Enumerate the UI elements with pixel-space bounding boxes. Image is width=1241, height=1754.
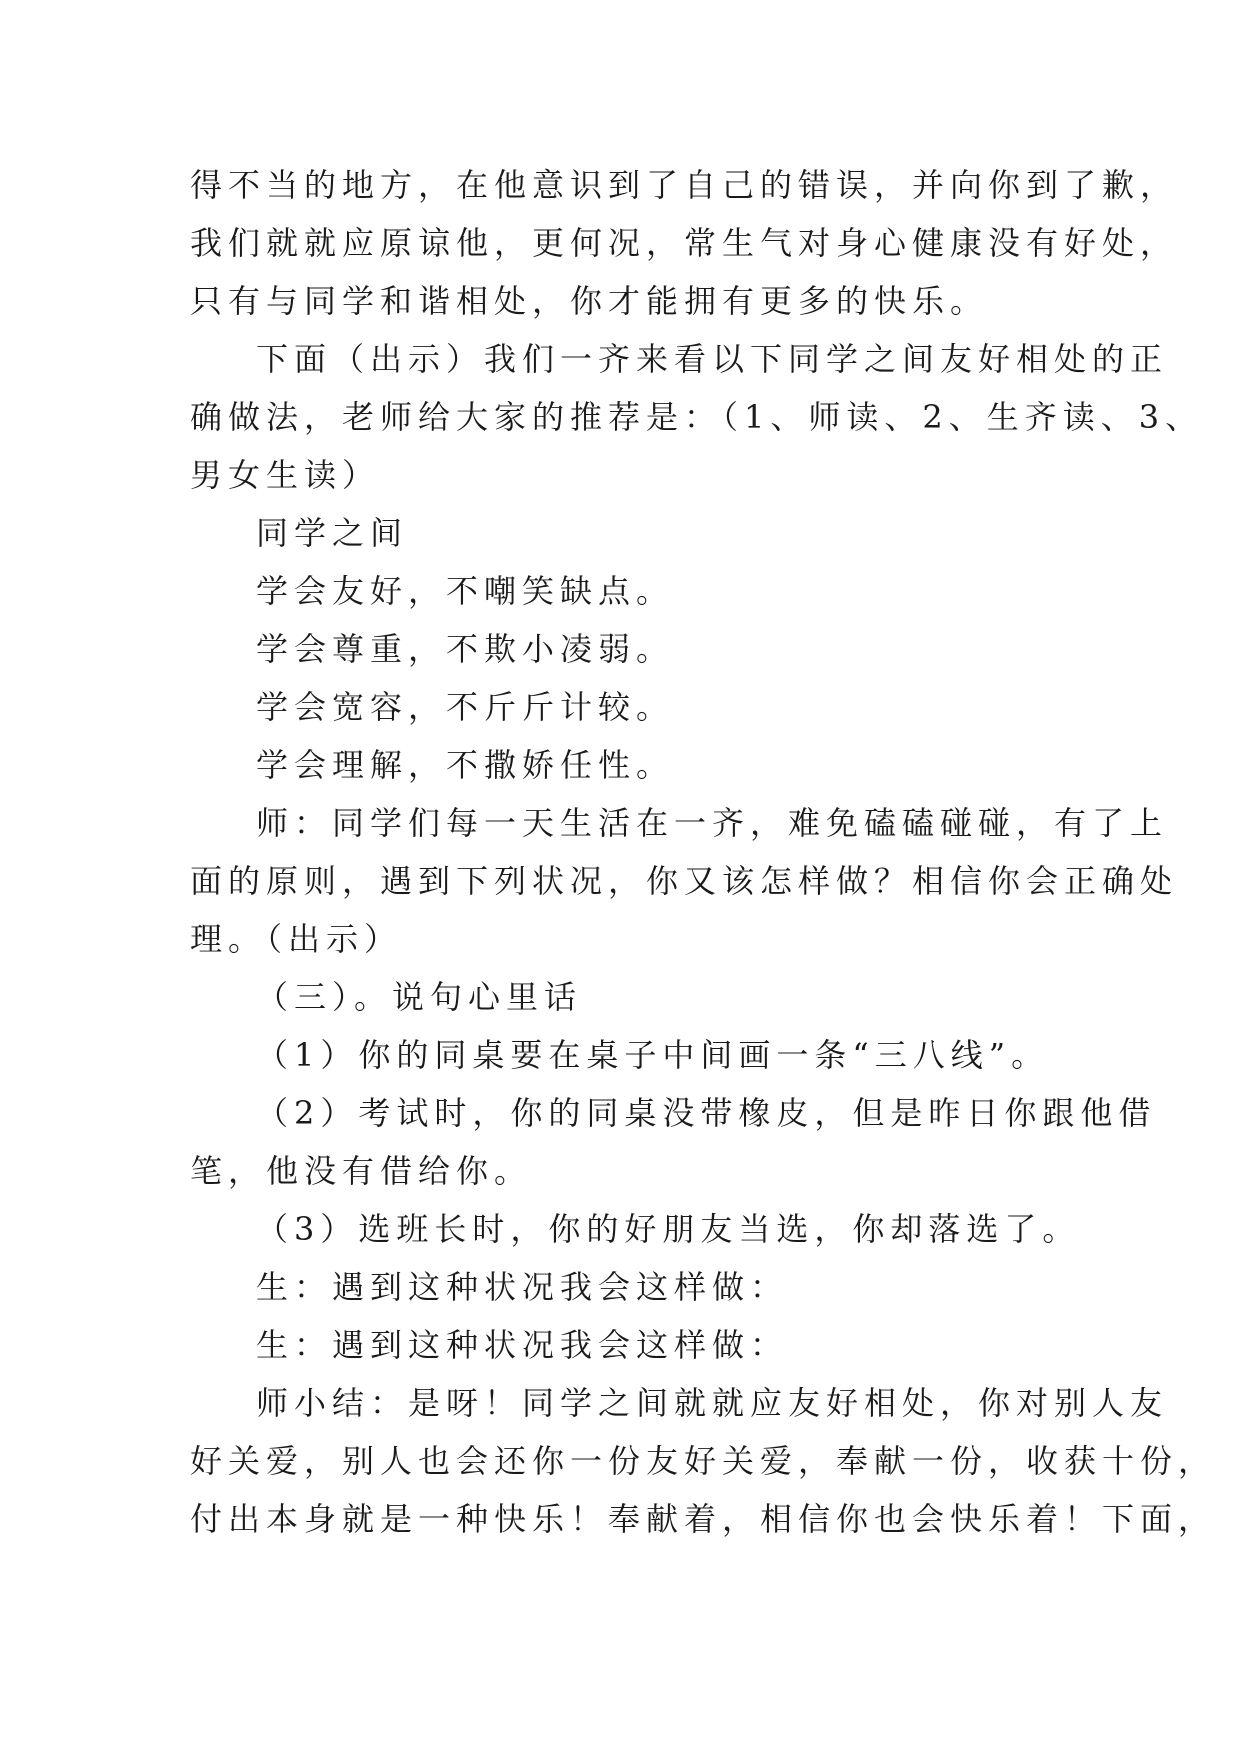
text-line: 面的原则，遇到下列状况，你又该怎样做？相信你会正确处 bbox=[190, 862, 1179, 900]
text-line: 确做法，老师给大家的推荐是：（1、师读、2、生齐读、3、 bbox=[190, 398, 1204, 436]
text-line: （3）选班长时，你的好朋友当选，你却落选了。 bbox=[256, 1210, 1081, 1248]
text-line: 笔，他没有借给你。 bbox=[190, 1152, 533, 1190]
text-line: （1）你的同桌要在桌子中间画一条“三八线”。 bbox=[256, 1036, 1050, 1074]
text-line: 我们就就应原谅他，更何况，常生气对身心健康没有好处， bbox=[190, 224, 1179, 262]
text-line: 得不当的地方，在他意识到了自己的错误，并向你到了歉， bbox=[190, 166, 1179, 204]
text-line: 学会理解，不撒娇任性。 bbox=[256, 746, 675, 784]
text-line: （三）。说句心里话 bbox=[256, 978, 583, 1016]
text-line: 理。（出示） bbox=[190, 920, 403, 958]
text-line: 下面（出示）我们一齐来看以下同学之间友好相处的正 bbox=[256, 340, 1169, 378]
text-line: 学会尊重，不欺小凌弱。 bbox=[256, 630, 675, 668]
text-line: 好关爱，别人也会还你一份友好关爱，奉献一份，收获十份， bbox=[190, 1442, 1217, 1480]
text-line: 付出本身就是一种快乐！奉献着，相信你也会快乐着！下面， bbox=[190, 1500, 1217, 1538]
text-line: 男女生读） bbox=[190, 456, 381, 494]
text-line: 生：遇到这种状况我会这样做： bbox=[256, 1326, 789, 1364]
text-line: 生：遇到这种状况我会这样做： bbox=[256, 1268, 789, 1306]
text-line: 只有与同学和谐相处，你才能拥有更多的快乐。 bbox=[190, 282, 989, 320]
text-line: 学会宽容，不斤斤计较。 bbox=[256, 688, 675, 726]
text-line: 同学之间 bbox=[256, 514, 409, 552]
text-line: 师小结：是呀！同学之间就就应友好相处，你对别人友 bbox=[256, 1384, 1169, 1422]
text-line: 学会友好，不嘲笑缺点。 bbox=[256, 572, 675, 610]
text-line: 师：同学们每一天生活在一齐，难免磕磕碰碰，有了上 bbox=[256, 804, 1169, 842]
text-line: （2）考试时，你的同桌没带橡皮，但是昨日你跟他借 bbox=[256, 1094, 1157, 1132]
